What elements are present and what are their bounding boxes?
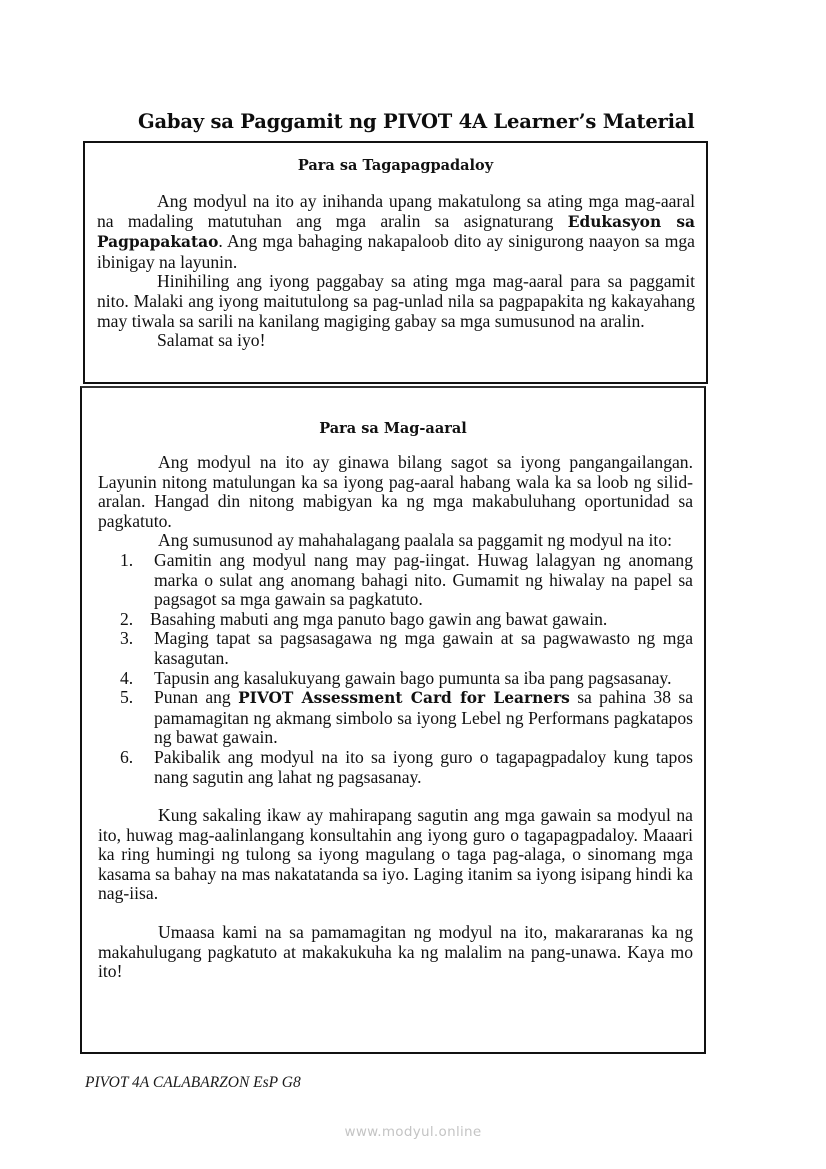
list-number: 6.	[120, 746, 134, 767]
learner-paragraph-2: Ang sumusunod ay mahahalagang paalala sa paggamit ng modyul na ito:	[158, 530, 673, 551]
list-number: 4.	[120, 667, 134, 688]
spacer	[98, 904, 693, 923]
watermark: www.modyul.online	[344, 1124, 482, 1140]
facilitator-paragraph-2: Hinihiling ang iyong paggabay sa ating mga mag-aaral para sa paggamit nito. Malaki ang iyong maitutulong sa pag-unlad nila sa pagpapakita ng kakayahang may tiwala sa sarili na kanilang magiging gabay sa mga sumusunod na aralin.	[97, 271, 695, 331]
list-number: 2.	[120, 608, 134, 629]
facilitator-section	[83, 141, 708, 384]
assessment-card-name: PIVOT Assessment Card for Learners	[238, 689, 570, 708]
list-number: 1.	[120, 549, 134, 570]
facilitator-paragraph-1	[97, 192, 695, 272]
list-text: Maging tapat sa pagsasagawa ng mga gawain at sa pagwawasto ng mga kasagutan.	[154, 628, 693, 668]
list-item	[98, 748, 693, 787]
list-item	[98, 669, 693, 689]
list-number: 5.	[120, 687, 134, 708]
facilitator-closing: Salamat sa iyo!	[157, 330, 266, 351]
page-title: Gabay sa Paggamit ng PIVOT 4A Learner’s Material	[138, 110, 695, 133]
learner-section	[80, 386, 706, 1054]
subject-name: Edukasyon sa Pagpapakatao	[97, 212, 695, 252]
list-text: Gamitin ang modyul nang may pag-iingat. Huwag lalagyan ng anomang marka o sulat ang anomang bahagi nito. Gumamit ng hiwalay na papel sa pagsagot sa mga gawain sa pagkatuto.	[154, 549, 693, 610]
list-item	[98, 688, 693, 748]
learner-paragraph-3: Kung sakaling ikaw ay mahirapang sagutin ang mga gawain sa modyul na ito, huwag mag-aalinlangang konsultahin ang iyong guro o tagapagpadaloy. Maaari ka ring humingi ng tulong sa iyong magulang o taga pag-alaga, o sinomang mga kasama sa bahay na mas nakatatanda sa iyo. Laging itanim sa iyong isipang hindi ka nag-iisa.	[98, 805, 693, 904]
list-text: sa pahina 38 sa pamamagitan ng akmang simbolo sa iyong Lebel ng Performans pagkatapos ng bawat gawain.	[154, 687, 693, 748]
rules-list	[98, 551, 693, 787]
facilitator-content	[97, 192, 695, 351]
learner-content	[98, 453, 693, 982]
learner-paragraph-1: Ang modyul na ito ay ginawa bilang sagot sa iyong pangangailangan. Layunin nitong matulungan ka sa iyong pag-aaral habang wala ka sa loob ng silid-aralan. Hangad din nitong mabigyan ka ng mga makabuluhang oportunidad sa pagkatuto.	[98, 452, 693, 531]
text-span: . Ang mga bahaging nakapaloob dito ay sinigurong naayon sa mga ibinigay na layunin.	[97, 231, 695, 272]
learner-paragraph-4: Umaasa kami na sa pamamagitan ng modyul na ito, makararanas ka ng makahulugang pagkatuto at makakukuha ka ng malalim na pang-unawa. Kaya mo ito!	[98, 922, 693, 982]
list-text: Punan ang	[154, 687, 239, 708]
text-span: Ang modyul na ito ay inihanda upang makatulong sa ating mga mag-aaral na madaling matutuhan ang mga aralin sa asignaturang	[97, 191, 695, 231]
list-item	[98, 610, 693, 630]
list-item	[98, 551, 693, 610]
list-number: 3.	[120, 628, 134, 649]
learner-heading: Para sa Mag-aaral	[319, 420, 467, 437]
list-text: Tapusin ang kasalukuyang gawain bago pumunta sa iba pang pagsasanay.	[154, 667, 672, 688]
list-item	[98, 629, 693, 668]
facilitator-heading: Para sa Tagapagpadaloy	[297, 157, 494, 174]
footer-label: PIVOT 4A CALABARZON EsP G8	[85, 1074, 301, 1091]
list-text: Pakibalik ang modyul na ito sa iyong guro o tagapagpadaloy kung tapos nang sagutin ang lahat ng pagsasanay.	[154, 746, 693, 787]
list-text: Basahing mabuti ang mga panuto bago gawin ang bawat gawain.	[150, 608, 608, 629]
spacer	[98, 787, 693, 806]
